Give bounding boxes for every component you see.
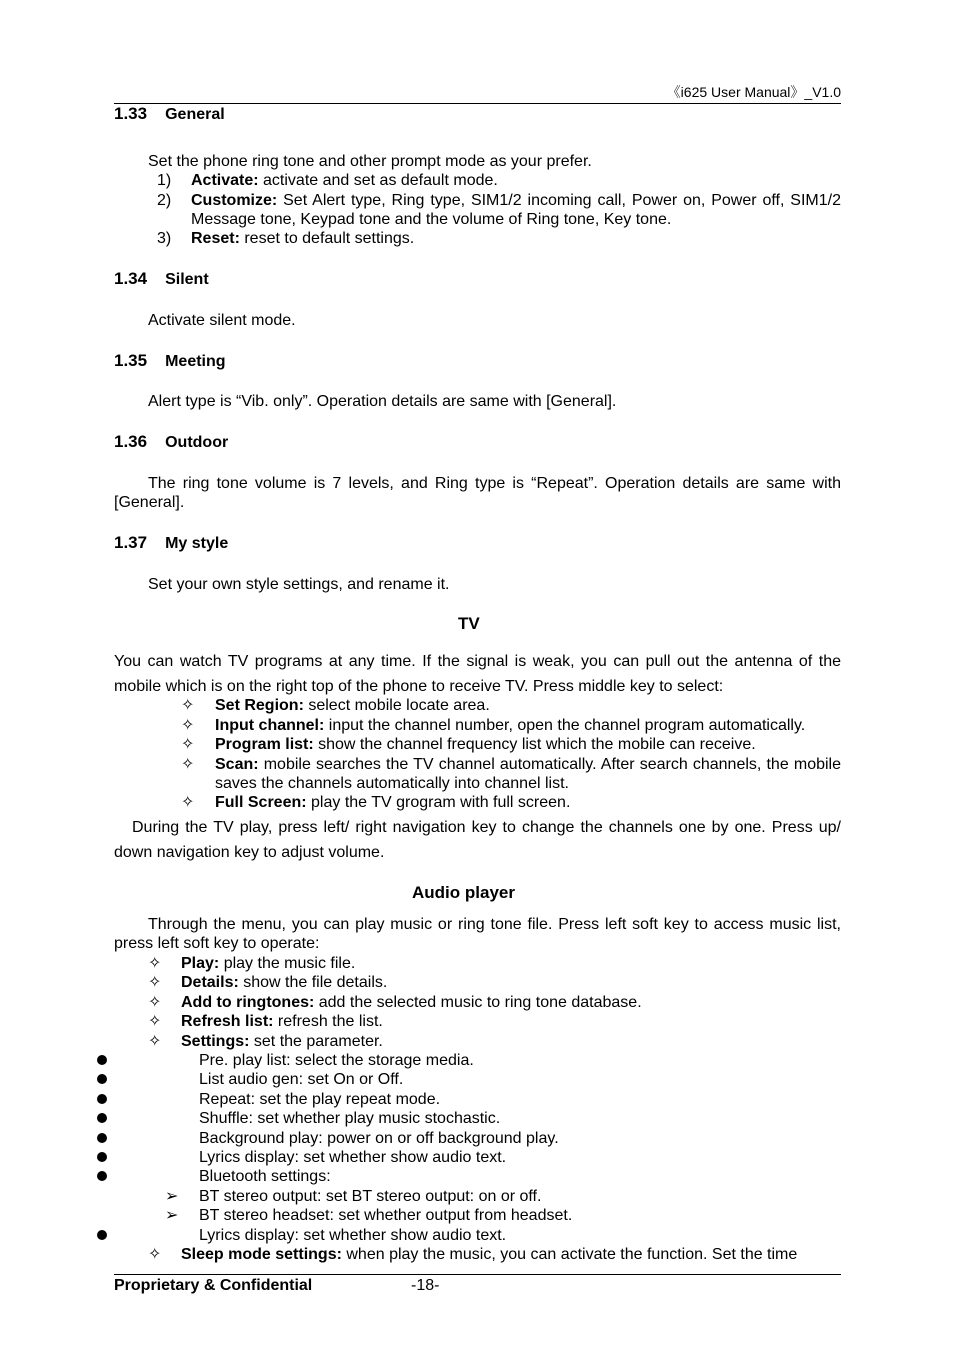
bullet-dot-icon bbox=[97, 1055, 107, 1065]
section-heading: 1.36 Outdoor bbox=[114, 432, 229, 451]
bullet-dot-icon bbox=[97, 1171, 107, 1181]
audio-heading: Audio player bbox=[412, 883, 515, 902]
list-item: Sleep mode settings: when play the music, you can activate the function. Set the time bbox=[181, 1246, 798, 1263]
list-item: Set Region: select mobile locate area. bbox=[215, 697, 490, 714]
paragraph: The ring tone volume is 7 levels, and Ring type is “Repeat”. Operation details are same with [General]. bbox=[114, 475, 841, 511]
list-item: Background play: power on or off background play. bbox=[199, 1130, 559, 1147]
diamond-icon: ✧ bbox=[148, 955, 162, 972]
list-number: 1) bbox=[157, 172, 172, 189]
bullet-dot-icon bbox=[97, 1074, 107, 1084]
diamond-icon: ✧ bbox=[181, 756, 195, 773]
footer-rule bbox=[114, 1274, 841, 1275]
tv-heading: TV bbox=[458, 614, 480, 633]
section-heading: 1.37 My style bbox=[114, 533, 229, 552]
list-item: Settings: set the parameter. bbox=[181, 1033, 383, 1050]
bullet-dot-icon bbox=[97, 1152, 107, 1162]
list-item: Play: play the music file. bbox=[181, 955, 356, 972]
section-heading: 1.34 Silent bbox=[114, 269, 209, 288]
paragraph: Alert type is “Vib. only”. Operation details are same with [General]. bbox=[148, 393, 617, 410]
list-item: Customize: Set Alert type, Ring type, SIM1/2 incoming call, Power on, Power off, SIM1/2 Message tone, Keypad tone and the volume of Ring tone, Key tone. bbox=[191, 192, 841, 228]
diamond-icon: ✧ bbox=[148, 1246, 162, 1263]
section-heading: 1.33 General bbox=[114, 104, 225, 123]
tv-outro: During the TV play, press left/ right navigation key to change the channels one by one. Press up/ down navigation key to adjust volume. bbox=[114, 819, 841, 861]
list-item: Bluetooth settings: bbox=[199, 1168, 331, 1185]
list-item: Lyrics display: set whether show audio text. bbox=[199, 1227, 507, 1244]
diamond-icon: ✧ bbox=[148, 994, 162, 1011]
paragraph: Set your own style settings, and rename it. bbox=[148, 576, 450, 593]
paragraph: Activate silent mode. bbox=[148, 312, 296, 329]
tv-intro: You can watch TV programs at any time. If the signal is weak, you can pull out the antenna of the mobile which is on the right top of the phone to receive TV. Press middle key to select: bbox=[114, 653, 841, 695]
audio-intro: Through the menu, you can play music or ring tone file. Press left soft key to access music list, press left soft key to operate: bbox=[114, 916, 841, 952]
list-item: Reset: reset to default settings. bbox=[191, 230, 415, 247]
section-heading: 1.35 Meeting bbox=[114, 351, 226, 370]
bullet-dot-icon bbox=[97, 1230, 107, 1240]
list-item: List audio gen: set On or Off. bbox=[199, 1071, 404, 1088]
list-item: Pre. play list: select the storage media. bbox=[199, 1052, 474, 1069]
diamond-icon: ✧ bbox=[181, 794, 195, 811]
diamond-icon: ✧ bbox=[181, 697, 195, 714]
list-item: Lyrics display: set whether show audio text. bbox=[199, 1149, 507, 1166]
diamond-icon: ✧ bbox=[181, 717, 195, 734]
diamond-icon: ✧ bbox=[181, 736, 195, 753]
list-item: Shuffle: set whether play music stochastic. bbox=[199, 1110, 501, 1127]
list-item: Program list: show the channel frequency list which the mobile can receive. bbox=[215, 736, 756, 753]
page-number: -18- bbox=[411, 1277, 440, 1294]
list-item: Full Screen: play the TV grogram with full screen. bbox=[215, 794, 571, 811]
paragraph: Set the phone ring tone and other prompt mode as your prefer. bbox=[148, 153, 592, 170]
list-item: Scan: mobile searches the TV channel automatically. After search channels, the mobile saves the channels automatically into channel list. bbox=[215, 756, 841, 792]
list-item: BT stereo headset: set whether output from headset. bbox=[199, 1207, 573, 1224]
list-number: 2) bbox=[157, 192, 172, 209]
list-item: Input channel: input the channel number, open the channel program automatically. bbox=[215, 717, 806, 734]
list-item: Repeat: set the play repeat mode. bbox=[199, 1091, 441, 1108]
list-item: Details: show the file details. bbox=[181, 974, 388, 991]
arrow-icon: ➢ bbox=[165, 1207, 179, 1224]
diamond-icon: ✧ bbox=[148, 1033, 162, 1050]
bullet-dot-icon bbox=[97, 1094, 107, 1104]
list-item: Add to ringtones: add the selected music to ring tone database. bbox=[181, 994, 642, 1011]
diamond-icon: ✧ bbox=[148, 1013, 162, 1030]
list-number: 3) bbox=[157, 230, 172, 247]
list-item: Activate: activate and set as default mode. bbox=[191, 172, 498, 189]
list-item: BT stereo output: set BT stereo output: on or off. bbox=[199, 1188, 542, 1205]
list-item: Refresh list: refresh the list. bbox=[181, 1013, 383, 1030]
bullet-dot-icon bbox=[97, 1113, 107, 1123]
header-title: 《i625 User Manual》_V1.0 bbox=[666, 84, 841, 100]
diamond-icon: ✧ bbox=[148, 974, 162, 991]
arrow-icon: ➢ bbox=[165, 1188, 179, 1205]
bullet-dot-icon bbox=[97, 1133, 107, 1143]
footer-confidential: Proprietary & Confidential bbox=[114, 1277, 313, 1294]
